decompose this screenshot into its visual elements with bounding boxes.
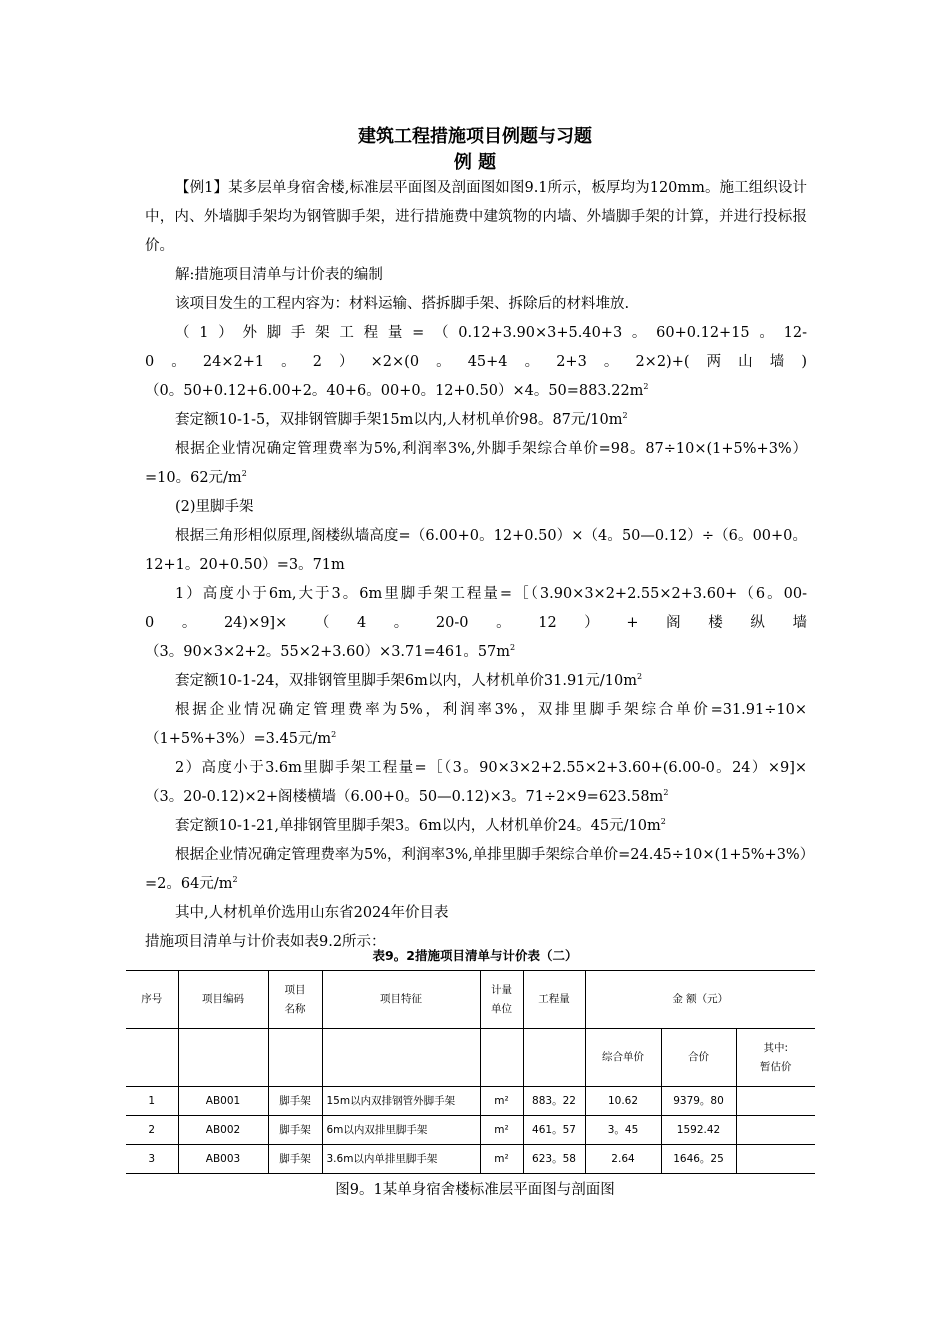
paragraph: 【例1】某多层单身宿舍楼,标准层平面图及剖面图如图9.1所示，板厚均为120mm。施工组织设计中，内、外墙脚手架均为钢管脚手架，进行措施费中建筑物的内墙、外墙脚手架的计算，并进行投标报价。: [145, 180, 807, 254]
cell-estimate: [736, 1145, 815, 1174]
empty-cell: [178, 1029, 268, 1087]
cell-code: AB001: [178, 1087, 268, 1116]
table-subheader-row: [126, 1029, 815, 1087]
cell-name: 脚手架: [268, 1116, 322, 1145]
cell-feature: 15m以内双排钢管外脚手架: [322, 1087, 480, 1116]
paragraph: 根据企业情况确定管理费率为5%，利润率3%,单排里脚手架综合单价=24.45÷10×(1+5%+3%）=2。64元$/m^2$: [145, 847, 807, 892]
formula-line: 0。24)×9]×（4。20-0。12）+阁楼纵墙: [145, 615, 807, 631]
cell-unit: m²: [480, 1087, 523, 1116]
cell-total: 1592.42: [661, 1116, 736, 1145]
formula-line: （1）外脚手架工程量=（0.12+3.90×3+5.40+3。60+0.12+15。12-: [175, 325, 807, 341]
header-qty: 工程量: [523, 971, 585, 1029]
measures-table: [126, 970, 815, 1174]
formula-line: 1）高度小于6m,大于3。6m里脚手架工程量=［（3.90×3×2+2.55×2+3.60+（6。00-: [175, 586, 807, 602]
cell-estimate: [736, 1087, 815, 1116]
header-feature: 项目特征: [322, 971, 480, 1029]
cell-name: 脚手架: [268, 1145, 322, 1174]
document-title: 建筑工程措施项目例题与习题: [358, 126, 592, 147]
empty-cell: [126, 1029, 178, 1087]
cell-total: 1646。25: [661, 1145, 736, 1174]
paragraph: (2)里脚手架: [175, 499, 254, 515]
table-caption: 表9。2措施项目清单与计价表（二）: [372, 948, 578, 963]
cell-name: 脚手架: [268, 1087, 322, 1116]
cell-estimate: [736, 1116, 815, 1145]
formula-line: 0。24×2+1。2）×2×(0。45+4。2+3。2×2)+(两山墙): [145, 354, 807, 370]
header-amount: 金 额（元）: [585, 971, 815, 1029]
cell-total: 9379。80: [661, 1087, 736, 1116]
paragraph: 套定额10-1-5，双排钢管脚手架15m以内,人材机单价98。87元$/10m^2$: [175, 411, 628, 428]
paragraph: 措施项目清单与计价表如表9.2所示：: [145, 934, 386, 950]
cell-qty: 461。57: [523, 1116, 585, 1145]
table-header-row: [126, 971, 815, 1029]
table-row: [126, 1145, 815, 1174]
paragraph: 解:措施项目清单与计价表的编制: [175, 267, 383, 283]
empty-cell: [322, 1029, 480, 1087]
cell-qty: 623。58: [523, 1145, 585, 1174]
header-unit-price: 综合单价: [585, 1029, 661, 1087]
cell-seq: 2: [126, 1116, 178, 1145]
document-body: [145, 174, 807, 957]
figure-caption: 图9。1某单身宿舍楼标准层平面图与剖面图: [335, 1182, 615, 1198]
header-unit: 计量 单位: [480, 971, 523, 1029]
header-code: 项目编码: [178, 971, 268, 1029]
cell-unit: m²: [480, 1116, 523, 1145]
cell-code: AB002: [178, 1116, 268, 1145]
cell-unit-price: 2.64: [585, 1145, 661, 1174]
cell-feature: 6m以内双排里脚手架: [322, 1116, 480, 1145]
empty-cell: [268, 1029, 322, 1087]
paragraph: 该项目发生的工程内容为：材料运输、搭拆脚手架、拆除后的材料堆放.: [175, 296, 630, 312]
cell-unit-price: 10.62: [585, 1087, 661, 1116]
paragraph: 根据企业情况确定管理费率为5%，利润率3%，双排里脚手架综合单价=31.91÷10×（1+5%+3%）=3.45元$/m^2$: [145, 702, 807, 747]
cell-unit: m²: [480, 1145, 523, 1174]
table-row: [126, 1116, 815, 1145]
table-row: [126, 1087, 815, 1116]
empty-cell: [523, 1029, 585, 1087]
cell-feature: 3.6m以内单排里脚手架: [322, 1145, 480, 1174]
formula-line: （0。50+0.12+6.00+2。40+6。00+0。12+0.50）×4。$50=883.22m^2$: [145, 382, 649, 399]
empty-cell: [480, 1029, 523, 1087]
cell-seq: 3: [126, 1145, 178, 1174]
header-total: 合价: [661, 1029, 736, 1087]
section-heading: 例 题: [453, 152, 497, 173]
cell-code: AB003: [178, 1145, 268, 1174]
cell-unit-price: 3。45: [585, 1116, 661, 1145]
paragraph: 套定额10-1-21,单排钢管里脚手架3。6m以内，人材机单价24。45元$/10m^2$: [175, 817, 666, 834]
cell-qty: 883。22: [523, 1087, 585, 1116]
paragraph: 根据三角形相似原理,阁楼纵墙高度=（6.00+0。12+0.50）×（4。50—0.12）÷（6。00+0。12+1。20+0.50）=3。71m: [145, 528, 807, 573]
header-estimate: 其中: 暂估价: [736, 1029, 815, 1087]
paragraph: 2）高度小于3.6m里脚手架工程量=［（3。90×3×2+2.55×2+3.60+(6.00-0。24）×9]×（3。20-0.12)×2+阁楼横墙（6.00+0。50—0.12)×3。$71\div 2\times 9=623.58m^2$: [145, 760, 807, 805]
paragraph: 根据企业情况确定管理费率为5%,利润率3%,外脚手架综合单价=98。87÷10×(1+5%+3%）=10。62元$/m^2$: [145, 441, 807, 486]
cell-seq: 1: [126, 1087, 178, 1116]
header-name: 项目 名称: [268, 971, 322, 1029]
paragraph: 其中,人材机单价选用山东省2024年价目表: [175, 905, 449, 921]
paragraph: 套定额10-1-24，双排钢管里脚手架6m以内，人材机单价31.91元$/10m^2$: [175, 672, 643, 689]
header-seq: 序号: [126, 971, 178, 1029]
formula-line: （3。90×3×2+2。55×2+3.60）×3.71=461。$57m^2$: [145, 643, 516, 660]
